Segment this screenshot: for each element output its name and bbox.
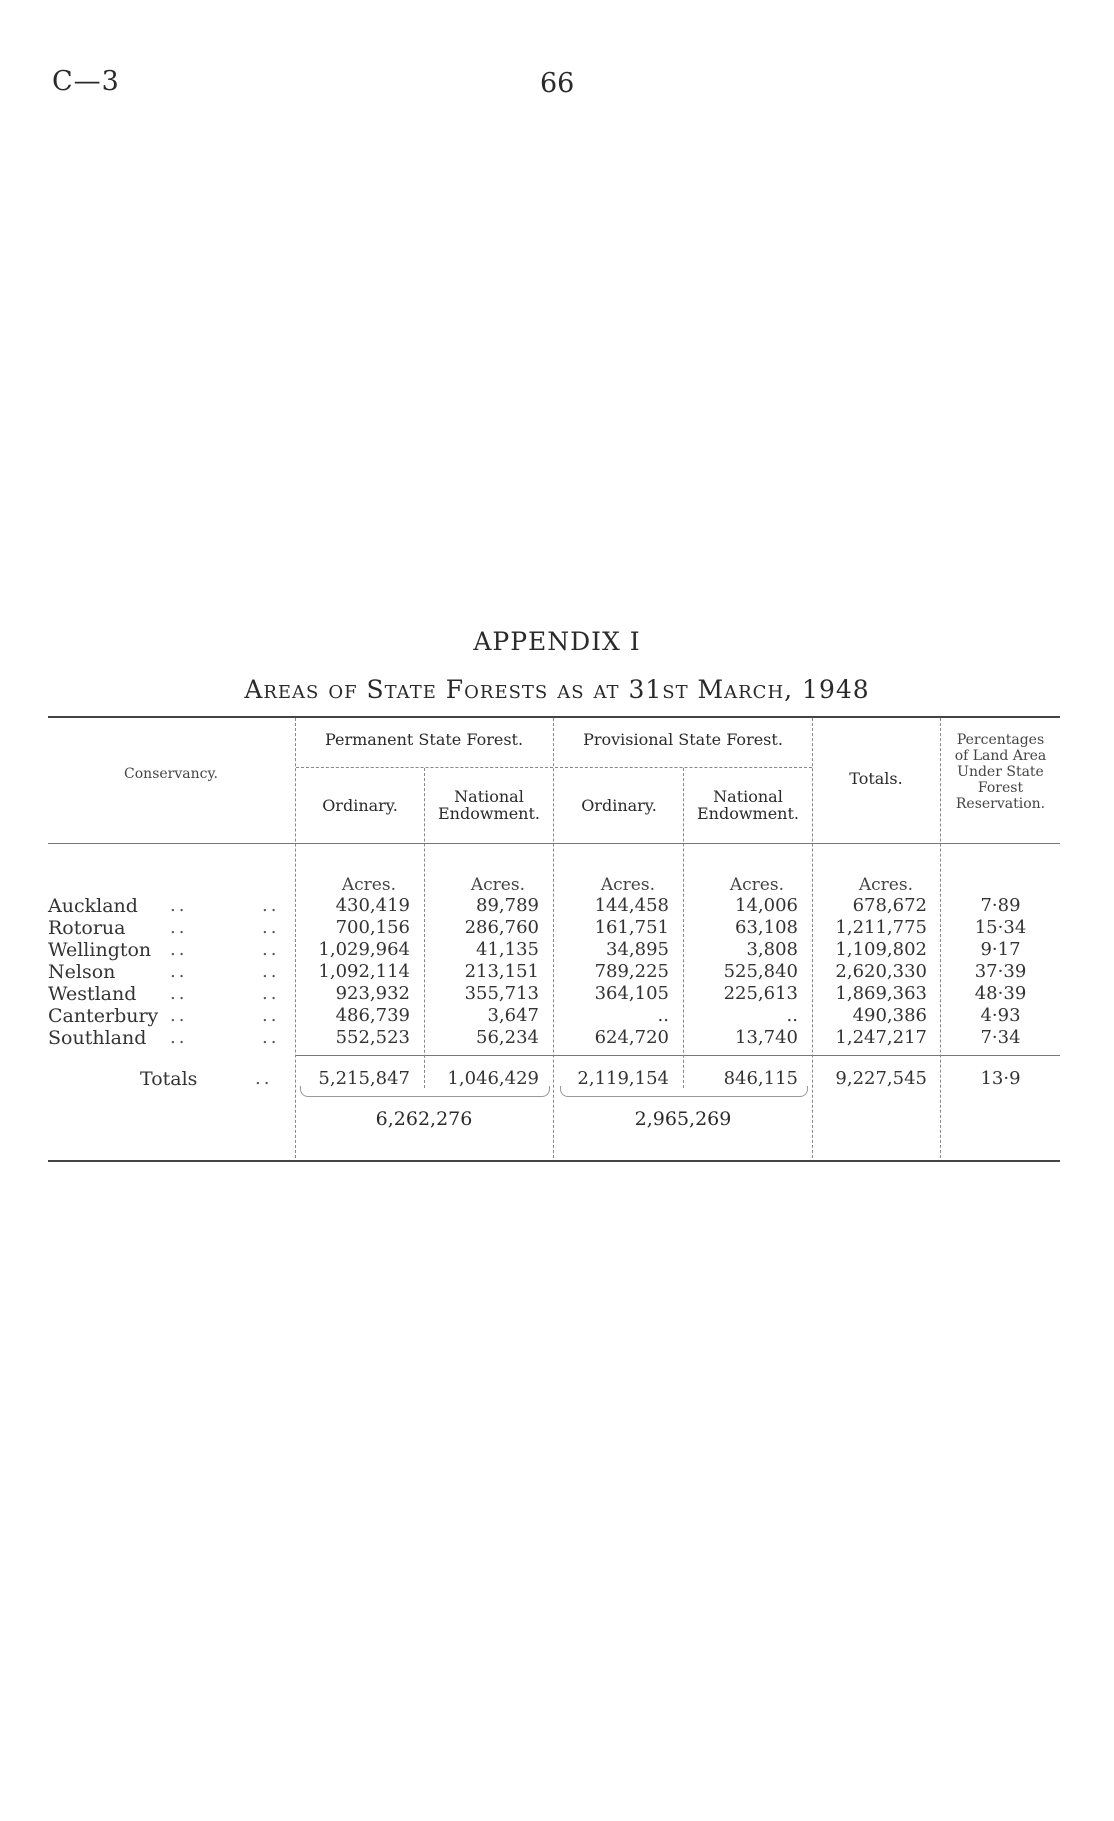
cell-prov-ne: 525,840 bbox=[723, 961, 798, 982]
totals-prov-ne: 846,115 bbox=[723, 1068, 798, 1089]
header-totals: Totals. bbox=[849, 769, 903, 788]
cell-perm-ne: 213,151 bbox=[464, 961, 539, 982]
page-number: 66 bbox=[540, 68, 575, 99]
cell-total: 1,247,217 bbox=[835, 1027, 927, 1048]
cell-total: 1,109,802 bbox=[835, 939, 927, 960]
table-bottom-rule bbox=[48, 1160, 1060, 1162]
cell-total: 1,211,775 bbox=[835, 917, 927, 938]
cell-prov-ne: 13,740 bbox=[735, 1027, 798, 1048]
cell-prov-ne: 63,108 bbox=[735, 917, 798, 938]
row-conservancy-name: Westland bbox=[48, 983, 137, 1005]
row-conservancy-name: Nelson bbox=[48, 961, 116, 983]
header-pct-line3: Under State bbox=[957, 764, 1044, 780]
row-conservancy-name: Southland bbox=[48, 1027, 147, 1049]
cell-percentage: 7·89 bbox=[980, 895, 1021, 916]
cell-perm-ne: 3,647 bbox=[487, 1005, 539, 1026]
cell-prov-ne: 225,613 bbox=[723, 983, 798, 1004]
units-totals: Acres. bbox=[858, 875, 913, 895]
totals-dots: .. bbox=[255, 1068, 273, 1089]
row-leader-dots: .. bbox=[262, 961, 280, 982]
cell-perm-ordinary: 1,092,114 bbox=[318, 961, 410, 982]
row-leader-dots: .. bbox=[262, 895, 280, 916]
row-leader-dots: .. bbox=[262, 939, 280, 960]
totals-percentage: 13·9 bbox=[980, 1068, 1021, 1089]
perm-combined-total: 6,262,276 bbox=[375, 1108, 473, 1130]
cell-prov-ne: 14,006 bbox=[735, 895, 798, 916]
cell-perm-ordinary: 1,029,964 bbox=[318, 939, 410, 960]
header-rule bbox=[48, 843, 1060, 844]
header-permanent: Permanent State Forest. bbox=[324, 730, 524, 749]
cell-perm-ordinary: 486,739 bbox=[335, 1005, 410, 1026]
cell-prov-ne: 3,808 bbox=[746, 939, 798, 960]
cell-prov-ne: .. bbox=[786, 1005, 798, 1026]
totals-label: Totals bbox=[140, 1068, 198, 1090]
header-perm-ordinary: Ordinary. bbox=[322, 796, 398, 815]
header-conservancy: Conservancy. bbox=[124, 766, 218, 782]
cell-percentage: 9·17 bbox=[980, 939, 1021, 960]
row-conservancy-name: Wellington bbox=[48, 939, 152, 961]
header-pct-line4: Forest bbox=[977, 780, 1024, 796]
header-percentages bbox=[941, 732, 1060, 812]
row-conservancy-name: Auckland bbox=[48, 895, 138, 917]
cell-percentage: 37·39 bbox=[974, 961, 1027, 982]
header-prov-ordinary: Ordinary. bbox=[581, 796, 657, 815]
units-perm-ordinary: Acres. bbox=[341, 875, 396, 895]
header-perm-ne-line1: National bbox=[454, 787, 524, 806]
cell-perm-ne: 89,789 bbox=[476, 895, 539, 916]
row-leader-dots: .. bbox=[170, 961, 188, 982]
cell-perm-ordinary: 430,419 bbox=[335, 895, 410, 916]
cell-perm-ordinary: 923,932 bbox=[335, 983, 410, 1004]
prov-combined-total: 2,965,269 bbox=[634, 1108, 732, 1130]
cell-prov-ordinary: 161,751 bbox=[594, 917, 669, 938]
row-leader-dots: .. bbox=[170, 895, 188, 916]
cell-prov-ordinary: 789,225 bbox=[594, 961, 669, 982]
totals-grand-total: 9,227,545 bbox=[835, 1068, 927, 1089]
cell-prov-ordinary: .. bbox=[657, 1005, 669, 1026]
header-pct-line1: Percentages bbox=[956, 732, 1045, 748]
cell-prov-ordinary: 34,895 bbox=[606, 939, 669, 960]
cell-perm-ne: 41,135 bbox=[476, 939, 539, 960]
cell-perm-ne: 56,234 bbox=[476, 1027, 539, 1048]
row-leader-dots: .. bbox=[170, 1005, 188, 1026]
cell-total: 678,672 bbox=[852, 895, 927, 916]
cell-perm-ordinary: 552,523 bbox=[335, 1027, 410, 1048]
cell-prov-ordinary: 624,720 bbox=[594, 1027, 669, 1048]
header-perm-ne-line2: Endowment. bbox=[437, 804, 540, 823]
cell-perm-ordinary: 700,156 bbox=[335, 917, 410, 938]
col-divider-3 bbox=[553, 718, 554, 1158]
row-conservancy-name: Canterbury bbox=[48, 1005, 159, 1027]
cell-total: 1,869,363 bbox=[835, 983, 927, 1004]
row-leader-dots: .. bbox=[262, 1005, 280, 1026]
cell-prov-ordinary: 144,458 bbox=[594, 895, 669, 916]
units-perm-ne: Acres. bbox=[470, 875, 525, 895]
header-prov-ne-line1: National bbox=[713, 787, 783, 806]
row-leader-dots: .. bbox=[170, 939, 188, 960]
col-divider-1 bbox=[295, 718, 296, 1158]
cell-perm-ne: 286,760 bbox=[464, 917, 539, 938]
cell-percentage: 48·39 bbox=[974, 983, 1027, 1004]
row-leader-dots: .. bbox=[262, 917, 280, 938]
header-pct-line2: of Land Area bbox=[954, 748, 1047, 764]
cell-prov-ordinary: 364,105 bbox=[594, 983, 669, 1004]
row-leader-dots: .. bbox=[170, 1027, 188, 1048]
prov-brace bbox=[560, 1086, 808, 1097]
totals-prov-ordinary: 2,119,154 bbox=[577, 1068, 669, 1089]
row-leader-dots: .. bbox=[170, 983, 188, 1004]
header-prov-ne-line2: Endowment. bbox=[696, 804, 799, 823]
document-code: C—3 bbox=[52, 66, 120, 97]
units-prov-ordinary: Acres. bbox=[600, 875, 655, 895]
totals-perm-ordinary: 5,215,847 bbox=[318, 1068, 410, 1089]
totals-perm-ne: 1,046,429 bbox=[447, 1068, 539, 1089]
perm-brace bbox=[300, 1086, 550, 1097]
row-leader-dots: .. bbox=[262, 983, 280, 1004]
cell-total: 490,386 bbox=[852, 1005, 927, 1026]
cell-percentage: 4·93 bbox=[980, 1005, 1021, 1026]
header-provisional: Provisional State Forest. bbox=[583, 730, 783, 749]
totals-rule bbox=[296, 1055, 1060, 1056]
header-pct-line5: Reservation. bbox=[955, 796, 1046, 812]
header-perm-ne bbox=[425, 788, 553, 822]
table-top-rule bbox=[48, 716, 1060, 718]
group-underline bbox=[296, 767, 812, 768]
row-leader-dots: .. bbox=[262, 1027, 280, 1048]
header-prov-ne bbox=[684, 788, 812, 822]
units-prov-ne: Acres. bbox=[729, 875, 784, 895]
row-leader-dots: .. bbox=[170, 917, 188, 938]
appendix-title: APPENDIX I bbox=[473, 627, 641, 656]
table-title: Areas of State Forests as at 31st March, 1948 bbox=[244, 675, 870, 704]
cell-percentage: 7·34 bbox=[980, 1027, 1021, 1048]
cell-total: 2,620,330 bbox=[835, 961, 927, 982]
cell-perm-ne: 355,713 bbox=[464, 983, 539, 1004]
row-conservancy-name: Rotorua bbox=[48, 917, 126, 939]
cell-percentage: 15·34 bbox=[974, 917, 1027, 938]
